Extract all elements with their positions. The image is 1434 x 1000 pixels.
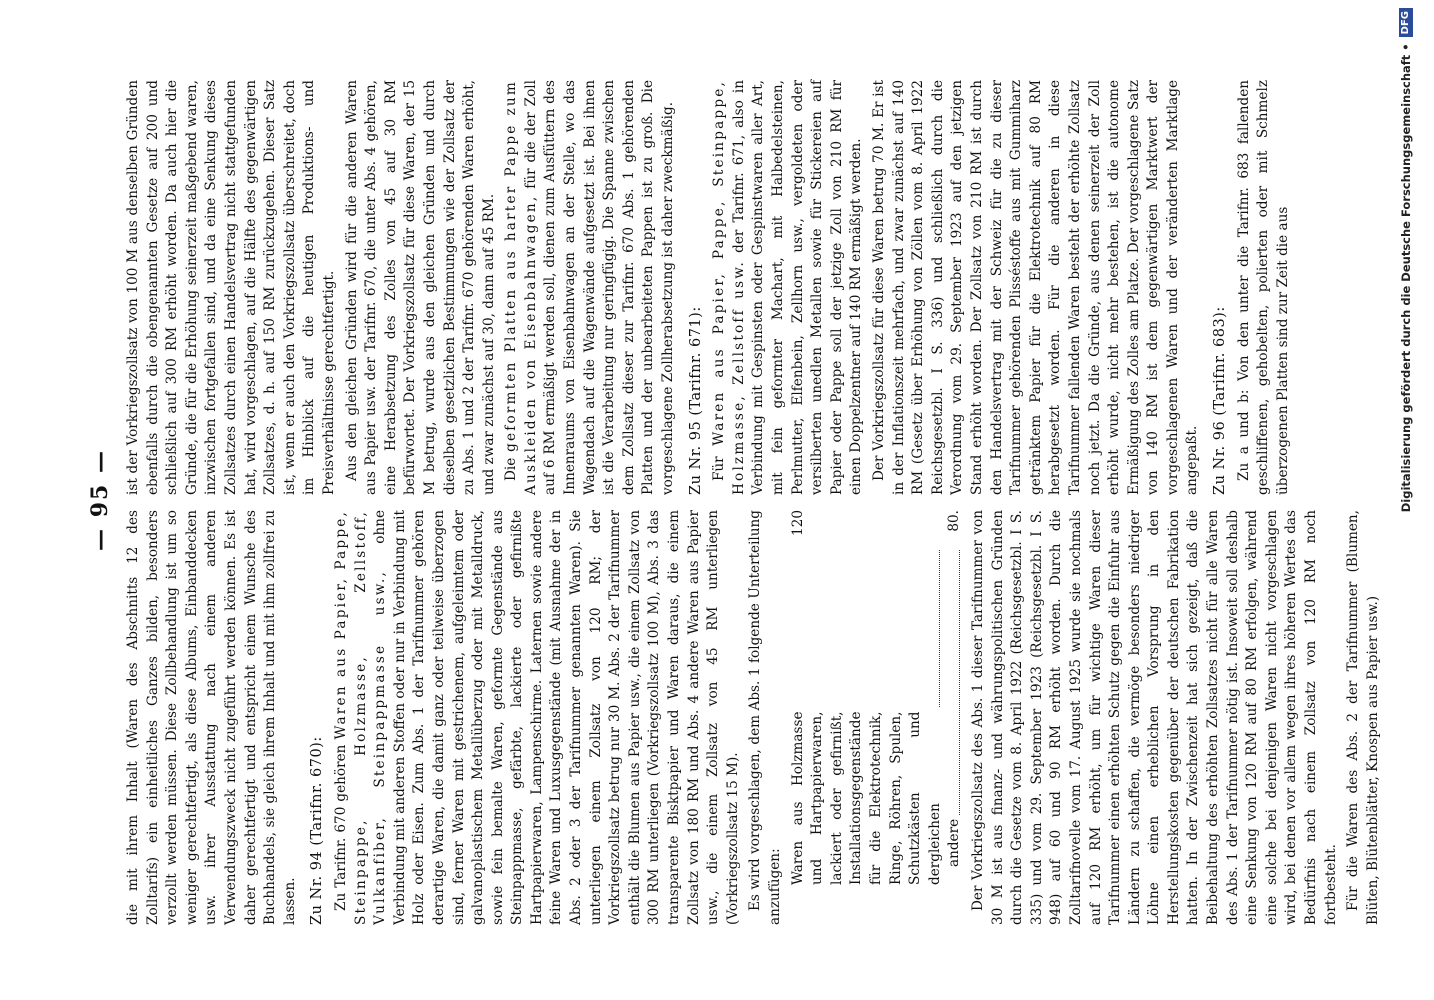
dfg-logo: DFG — [1399, 8, 1413, 37]
heading-nr-95: Zu Nr. 95 (Tarifnr. 671): — [687, 306, 704, 495]
paragraph-95a — [710, 80, 867, 495]
left-column — [124, 510, 1386, 925]
heading-nr-94: Zu Nr. 94 (Tarifnr. 670): — [309, 736, 326, 925]
paragraph-abs4: Aus den gleichen Gründen wird für die anderen Waren aus Papier usw. der Tarifnr. 670, die unter Abs. 4 gehören, eine Herabsetzung des Zolles von 45 auf 30 RM befürwortet. Der Vorkriegszollsatz für diese Waren, der 15 M betrug, wurde aus den gleichen Gründen und durch dieselben gesetzlichen Bestimmungen wie der Zollsatz der zu Abs. 1 und 2 der Tarifnr. 670 gehörenden Waren erhöht, und zwar zunächst auf 30, dann auf 45 RM. — [343, 80, 497, 495]
paragraph-94b: Es wird vorgeschlagen, dem Abs. 1 folgende Unterteilung anzufügen: — [747, 510, 783, 925]
dot-leader — [789, 550, 941, 708]
document-page — [80, 65, 1381, 935]
paragraph-95a-spaced: Waren aus Papier, Pappe, Steinpappe, Holzmasse, Zellstoff usw. — [711, 80, 747, 495]
paragraph-94a-rest: ohne Verbindung mit anderen Stoffen oder nur in Verbindung mit Holz oder Eisen. Zum Abs. 1 der Tarifnummer gehören derartige Waren, die damit ganz oder teilweise überzogen sind, ferner Waren mit gestrichenem, aufgeleimtem oder galvanoplastischem Metallüberzug oder mit Metalldruck, sowie fein bemalte Waren, geformte Gegenstände aus Steinpappmasse, gefärbte, lackierte oder gefirnißte Hartpapierwaren, Lampenschirme. Laternen sowie andere feine Waren und Luxusgegenstände (mit Ausnahme der in Abs. 2 oder 3 der Tarifnummer genannten Waren). Sie unterliegen einem Zollsatz von 120 RM; der Vorkriegszollsatz betrug nur 30 M. Abs. 2 der Tarifnummer enthält die Blumen aus Papier usw., die einem Zollsatz von 300 RM unterliegen (Vorkriegszollsatz 100 M), Abs. 3 das transparente Bisktpapier und Waren daraus, die einem Zollsatz von 180 RM und Abs. 4 andere Waren aus Papier usw., die einem Zollsatz von 45 RM unterliegen (Vorkriegszollsatz 15 M). — [372, 509, 741, 925]
table-row — [945, 510, 965, 885]
paragraph-96a: Zu a und b: Von den unter die Tarifnr. 683 fallenden geschliffenen, gehobelten, polierten oder mit Schmelz überzogenen Platten sind zur Zeit die aus — [1235, 80, 1291, 495]
credit-text-row — [1388, 8, 1424, 988]
tariff-subdivision-table — [789, 510, 965, 885]
paragraph-platten — [502, 80, 678, 495]
credit-text: Digitalisierung gefördert durch die Deutsche Forschungsgemeinschaft • — [1399, 43, 1413, 513]
page-number: — 95 — — [87, 449, 113, 551]
paragraph-94d: Für die Waren des Abs. 2 der Tarifnummer (Blumen, Blüten, Blütenblätter, Knospen aus Papier usw.) — [1345, 510, 1381, 925]
paragraph-95a-lead: Für — [711, 456, 728, 481]
paragraph-95b: Der Vorkriegszollsatz für diese Waren betrug 70 M. Er ist in der Inflationszeit mehrfach, und zwar zunächst auf 140 RM (Gesetz über Erhöhung von Zöllen vom 8. April 1922 Reichsgesetzbl. I S. 336) und schließlich durch die Verordnung vom 29. September 1923 auf den jetzigen Stand erhöht worden. Der Zollsatz von 210 RM ist durch den Handelsvertrag mit der Schweiz für die zu dieser Tarifnummer gehörenden Plisséstoffe aus mit Gummiharz getränktem Papier für die Elektrotechnik auf 80 RM herabgesetzt worden. Für die anderen in diese Tarifnummer fallenden Waren besteht der erhöhte Zollsatz noch jetzt. Da die Gründe, aus denen seinerzeit der Zoll erhöht wurde, nicht mehr bestehen, ist die autonome Ermäßigung des Zolles am Platze. Der vorgeschlagene Satz von 140 RM ist dem gegenwärtigen Marktwert der vorgeschlagenen Waren und der veränderten Marktlage angepaßt. — [870, 80, 1201, 495]
paragraph-94a-spaced: Waren aus Papier, Pappe, Steinpappe, Holzmasse, Zellstoff, Vulkanfiber, Steinpappmasse usw., — [332, 509, 389, 925]
heading-nr-96: Zu Nr. 96 (Tarifnr. 683): — [1212, 306, 1229, 495]
paragraph-94a-lead: Zu Tarifnr. 670 gehören — [332, 744, 349, 911]
right-column — [124, 80, 1296, 495]
table-item-1-value: 120 — [789, 510, 806, 536]
paragraph-platten-lead: Die — [503, 457, 520, 481]
paragraph-continuation: ist der Vorkriegszollsatz von 100 M aus denselben Gründen ebenfalls durch die obengenannten Gesetze auf 200 und schließlich auf 300 RM erhöht worden. Da auch hier die Gründe, die für die Erhöhung seinerzeit maßgebend waren, inzwischen fortgefallen sind, und da eine Senkung dieses Zollsatzes durch einen Handelsvertrag nicht stattgefunden hat, wird vorgeschlagen, auf die Hälfte des gegenwärtigen Zollsatzes, d. h. auf 150 RM zurückzugehen. Dieser Satz ist, wenn er auch den Vorkriegszollsatz überschreitet, doch im Hinblick auf die heutigen Produktions- und Preisverhältnisse gerechtfertigt. — [125, 80, 337, 495]
table-row — [789, 510, 946, 885]
paragraph-intro: die mit ihrem Inhalt (Waren des Abschnitts 12 des Zolltarifs) ein einheitliches Ganzes bilden, besonders verzollt werden müssen. Diese Zollbehandlung ist um so weniger gerechtfertigt, als diese Albums, Einbanddecken usw. ihrer Ausstattung nach einem anderen Verwendungszweck nicht zugeführt werden können. Es ist daher gerechtfertigt und entspricht einem Wunsche des Buchhandels, sie gleich ihrem Inhalt und mit ihm zollfrei zu lassen. — [125, 510, 298, 925]
digitization-credit — [1388, 8, 1424, 988]
paragraph-94a — [332, 510, 743, 925]
table-item-2-value: 80. — [946, 510, 963, 532]
table-item-1-label: Waren aus Holzmasse und Hartpapierwaren, lackiert oder gefirnißt, Installationsgegenstände für die Elektrotechnik, Ringe, Röhren, Spulen, Schutzkästen und dergleichen — [789, 711, 943, 885]
paragraph-platten-rest: für die der Zoll auf 6 RM ermäßigt werden soll, dienen zum Ausfüttern des Innenraums von Eisenbahnwagen an der Stelle, wo das Wagendach auf die Wagenwände aufgesetzt ist. Bei ihnen ist die Verarbeitung nur geringfügig. Die Spanne zwischen dem Zollsatz dieser zur Tarifnr. 670 Abs. 1 gehörenden Platten und der unbearbeiteten Pappen ist zu groß. Die vorgeschlagene Zollherabsetzung ist daher zweckmäßig. — [522, 80, 677, 495]
dot-leader — [945, 550, 960, 815]
table-item-2-label: andere — [946, 818, 963, 867]
paragraph-95a-rest: der Tarifnr. 671, also in Verbindung mit Gespinsten oder Gespinstwaren aller Art, mit fein geformter Machart, mit Halbedelsteinen, Perlmutter, Elfenbein, Zellhorn usw., vergoldeten oder versilberten unedlen Metallen sowie für Stickereien auf Papier oder Pappe soll der jetzige Zoll von 210 RM für einen Doppelzentner auf 140 RM ermäßigt werden. — [730, 80, 865, 495]
paragraph-94c: Der Vorkriegszollsatz des Abs. 1 dieser Tarifnummer von 30 M ist aus finanz- und währungspolitischen Gründen durch die Gesetze vom 8. April 1922 (Reichsgesetzbl. I S. 335) und vom 29. September 1923 (Reichsgesetzbl. I S. 948) auf 60 und 90 RM erhöht worden. Durch die Zolltarifnovelle vom 17. August 1925 wurde sie nochmals auf 120 RM erhöht, um für wichtige Waren dieser Tarifnummer einen erhöhten Schutz gegen die Einfuhr aus Ländern zu schaffen, die vermöge besonders niedriger Löhne einen erheblichen Vorsprung in den Herstellungskosten gegenüber der deutschen Fabrikation hatten. In der Zwischenzeit hat sich gezeigt, daß die Beibehaltung des erhöhten Zollsatzes nicht für alle Waren des Abs. 1 der Tarifnummer nötig ist. Insoweit soll deshalb eine Senkung von 120 RM auf 80 RM erfolgen, während eine solche bei denjenigen Waren nicht vorgeschlagen wird, bei denen vor allem wegen ihres höheren Wertes das Bedürfnis nach einem Zollsatz von 120 RM noch fortbesteht. — [969, 510, 1339, 925]
paragraph-platten-spaced: geformten Platten aus harter Pappe zum Auskleiden von Eisenbahnwagen, — [503, 80, 539, 495]
